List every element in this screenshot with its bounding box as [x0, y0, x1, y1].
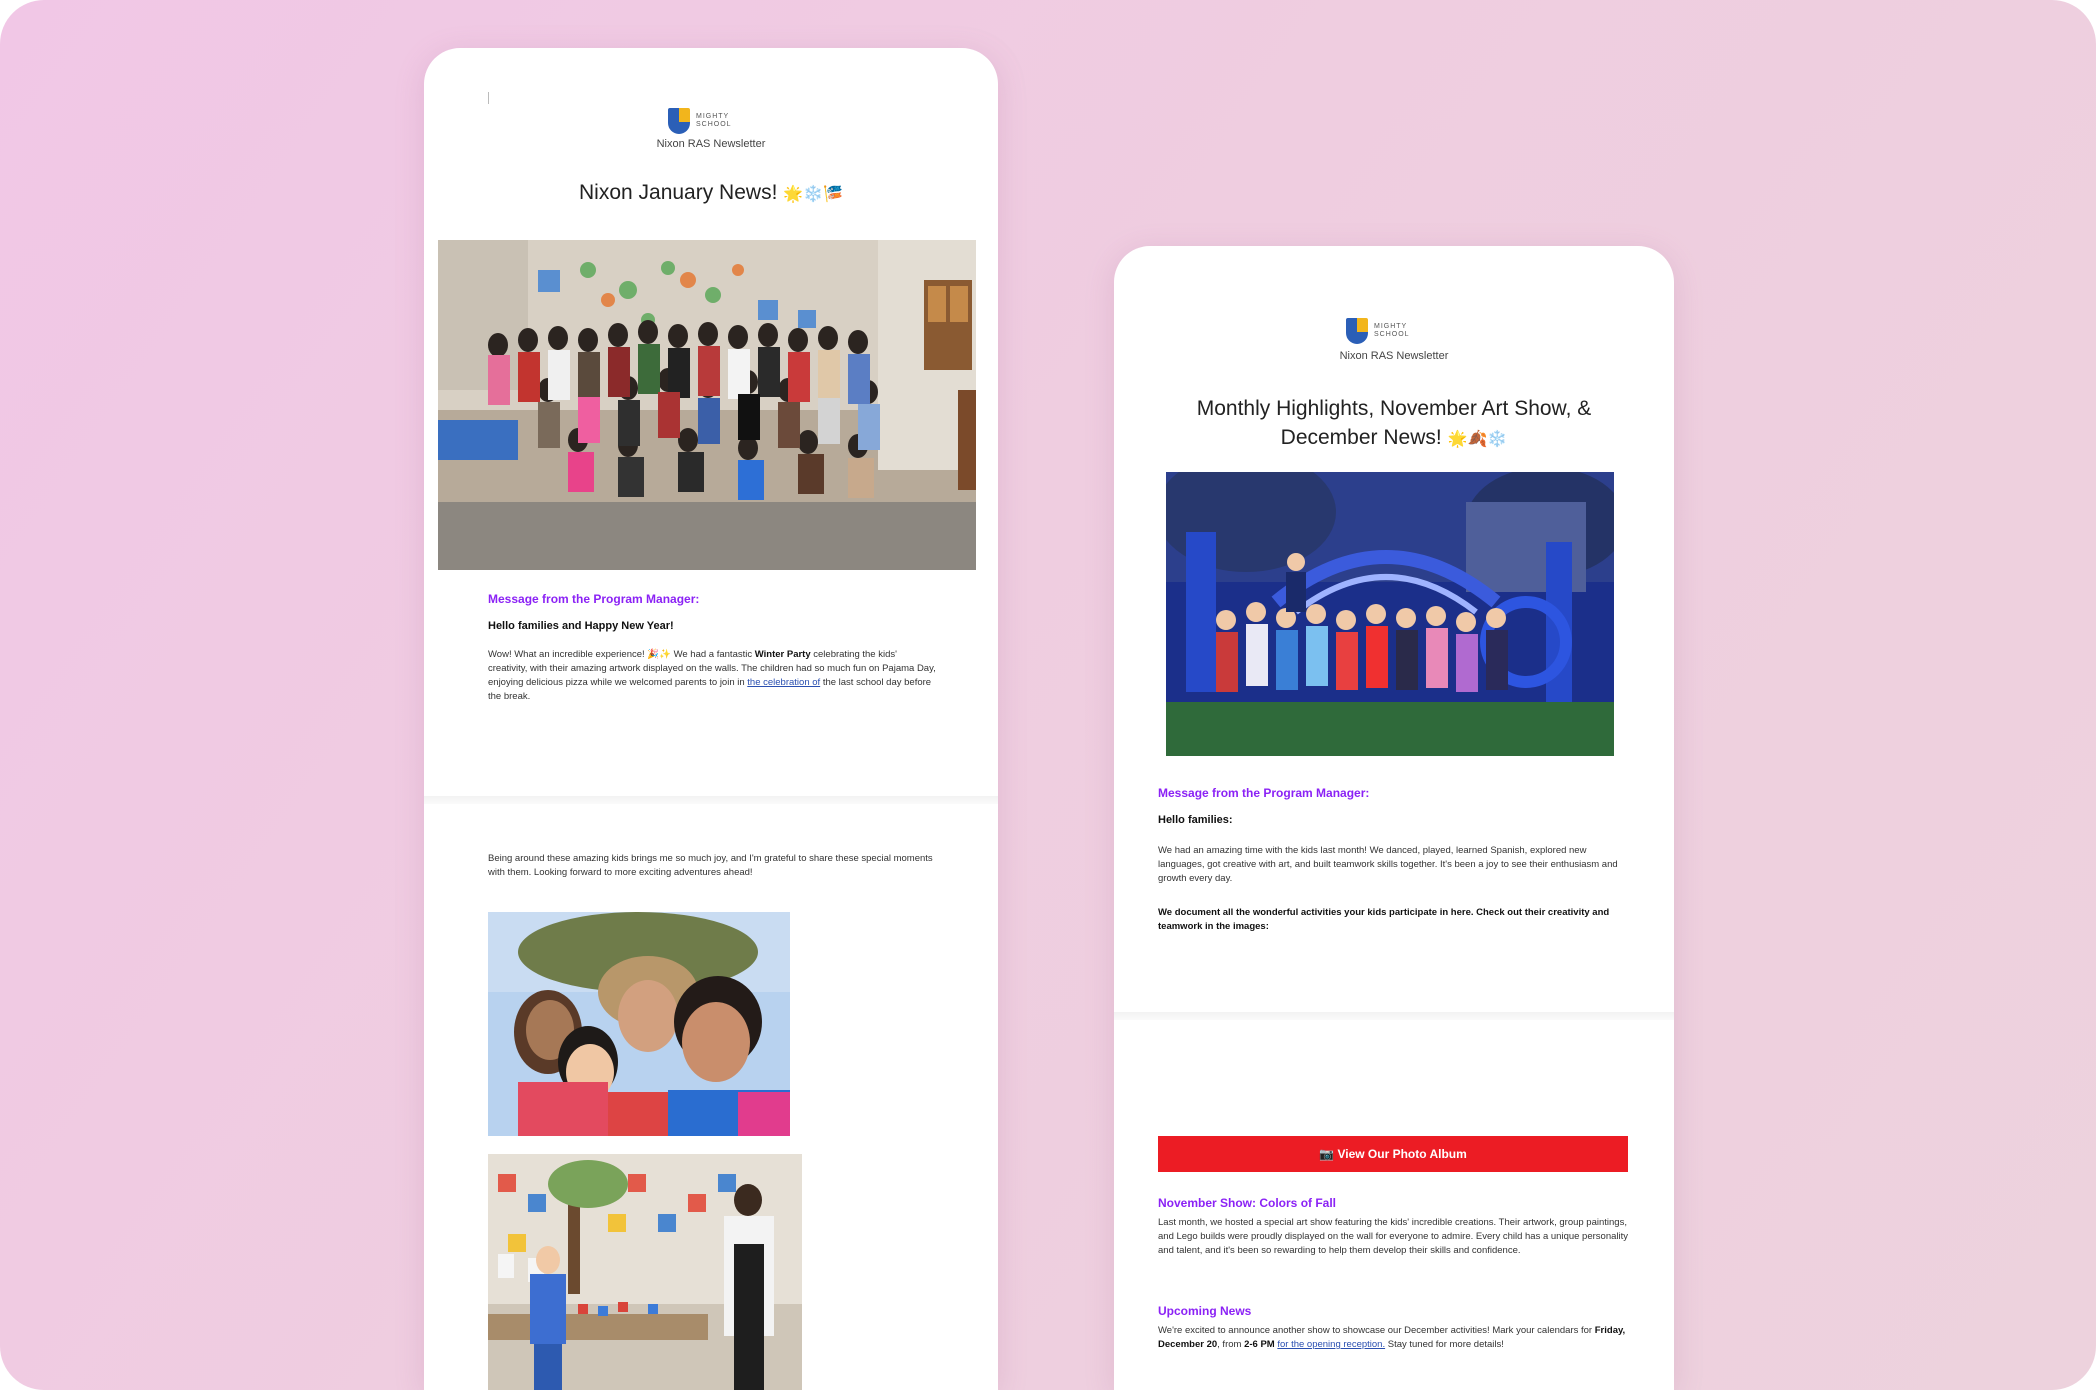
para4-end: Stay tuned for more details! — [1387, 1339, 1504, 1350]
paragraph-art-show: Last month, we hosted a special art show featuring the kids' incredible creations. Their artwork, group paintings, and Lego builds were proudly displayed on the wall for everyone to admire. Every child has a unique personality and talent, and it's been so rewarding to help them develop their skills and confidence. — [1158, 1217, 1628, 1256]
para1-bold: Winter Party — [754, 649, 811, 660]
paragraph-joy: Being around these amazing kids brings me so much joy, and I'm grateful to share these special moments with them. Looking forward to more exciting adventures ahead! — [488, 853, 933, 878]
text-cursor — [488, 92, 489, 104]
headline-emoji: 🌟🍂❄️ — [1447, 431, 1508, 448]
para1-mid: celebrating the kids' creativity, with their amazing artwork displayed on the walls. The children had so much fun on Pajama Day, enjoying delicious pizza while we welcomed parents to join in — [488, 649, 936, 688]
selfie-photo — [488, 912, 790, 1136]
newsletter-card-january[interactable] — [424, 48, 998, 1390]
section-heading-november-show: November Show: Colors of Fall — [1158, 1196, 1337, 1210]
school-logo — [668, 108, 732, 134]
paragraph-winter-party — [488, 648, 938, 704]
newsletter-title: Nixon RAS Newsletter — [656, 138, 766, 150]
paragraph-monthly-recap: We had an amazing time with the kids last month! We danced, played, learned Spanish, explored new languages, got creative with art, and built teamwork skills together. It's been a joy to see their enthusiasm and growth every day. — [1158, 845, 1618, 884]
para1-end: the last school day before the break. — [488, 677, 932, 702]
logo-text-top: MIGHTY — [1374, 323, 1408, 330]
class-group-photo — [438, 240, 976, 570]
paragraph-upcoming — [1158, 1324, 1628, 1352]
headline-line-2 — [1114, 423, 1674, 454]
classroom-photo — [488, 1154, 802, 1390]
section-heading-program-manager: Message from the Program Manager: — [488, 592, 700, 606]
para4-time: 2-6 PM — [1244, 1339, 1275, 1350]
opening-reception-link[interactable]: for the opening reception. — [1277, 1339, 1386, 1350]
para4-start: We're excited to announce another show to showcase our December activities! Mark your calendars for — [1158, 1325, 1593, 1336]
headline-line-1: Monthly Highlights, November Art Show, & — [1196, 397, 1592, 420]
section-heading-upcoming-news: Upcoming News — [1158, 1304, 1252, 1318]
para1-start: Wow! What an incredible experience! 🎉✨ We had a fantastic — [488, 649, 753, 660]
para4-mid: , from — [1217, 1339, 1242, 1350]
newsletter-headline — [1114, 394, 1674, 454]
section-divider — [424, 796, 998, 804]
logo-text-bottom: SCHOOL — [696, 121, 732, 128]
section-heading-program-manager: Message from the Program Manager: — [1158, 786, 1370, 800]
newsletter-card-november[interactable] — [1114, 246, 1674, 1390]
shield-logo-icon — [1346, 318, 1368, 344]
section-divider — [1114, 1012, 1674, 1020]
newsletter-headline — [424, 178, 998, 209]
newsletter-title: Nixon RAS Newsletter — [1339, 350, 1449, 362]
paragraph-document-activities: We document all the wonderful activities your kids participate in here. Check out their creativity and teamwork in the images: — [1158, 907, 1610, 932]
playground-photo — [1166, 472, 1614, 756]
shield-logo-icon — [668, 108, 690, 134]
logo-text-bottom: SCHOOL — [1374, 331, 1410, 338]
headline-emoji: 🌟❄️🎏 — [783, 186, 844, 203]
greeting-text: Hello families: — [1158, 814, 1233, 826]
headline-text: Nixon January News! — [578, 181, 778, 204]
para4-date: Friday, December 20 — [1158, 1325, 1626, 1350]
school-logo — [1346, 318, 1410, 344]
greeting-text: Hello families and Happy New Year! — [488, 620, 674, 632]
logo-text-top: MIGHTY — [696, 113, 730, 120]
headline-line-2-text: December News! — [1280, 426, 1442, 449]
view-photo-album-button[interactable]: 📷 View Our Photo Album — [1158, 1136, 1628, 1172]
celebration-link[interactable]: the celebration of — [747, 677, 821, 688]
